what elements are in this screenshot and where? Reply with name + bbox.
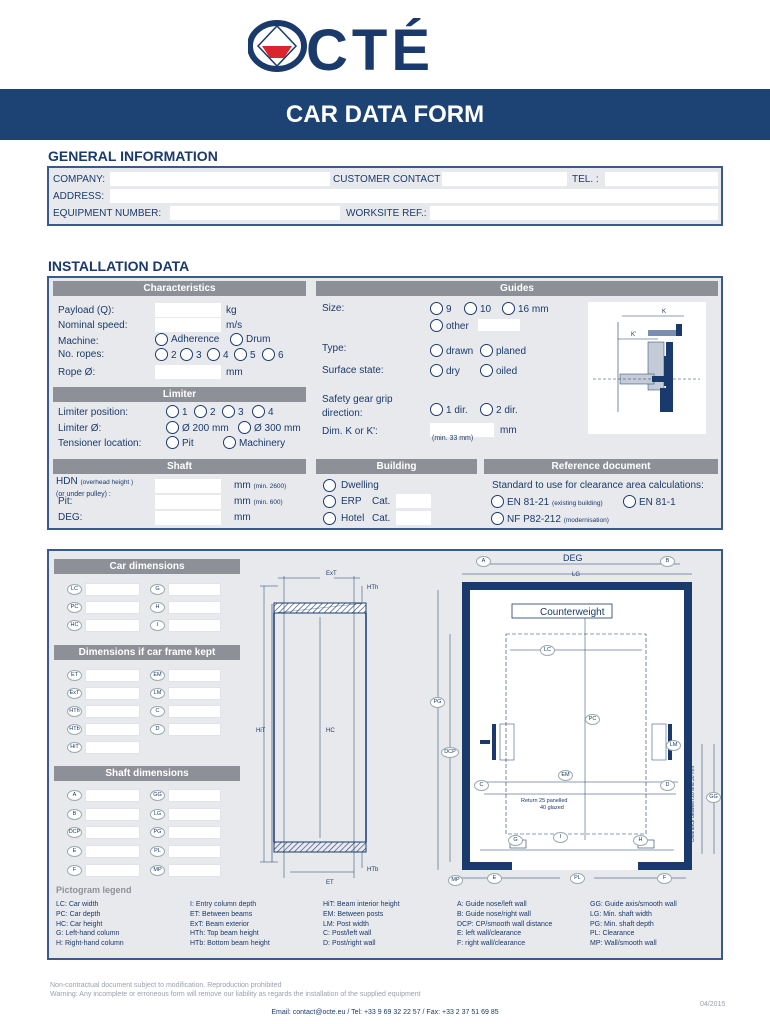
code-lc: LC xyxy=(67,584,82,595)
grip-1dir-radio[interactable] xyxy=(430,403,443,416)
code-pc: PC xyxy=(67,602,82,613)
limiter-200-label: Ø 200 mm xyxy=(182,423,229,434)
legend-item: PL: Clearance xyxy=(590,930,635,938)
shaft-header: Shaft xyxy=(53,459,306,474)
diagram-clearance-1: Clearance between 20 and xyxy=(690,782,697,843)
legend-item: PC: Car depth xyxy=(56,910,101,918)
h-field[interactable] xyxy=(168,601,221,614)
lm-field[interactable] xyxy=(168,687,221,700)
payload-label: Payload (Q): xyxy=(58,305,115,316)
logo xyxy=(248,16,548,78)
hdn-unit xyxy=(234,480,286,493)
legend-item: D: Post/right wall xyxy=(323,940,376,948)
limiter-300-radio[interactable] xyxy=(238,421,251,434)
diagram-hit: HiT xyxy=(256,728,266,734)
contact-label: CUSTOMER CONTACT xyxy=(333,174,441,185)
diagram-em: EM xyxy=(558,770,573,781)
cardim-header: Car dimensions xyxy=(54,559,240,574)
rope-label: Rope Ø: xyxy=(58,367,96,378)
surface-dry-radio[interactable] xyxy=(430,364,443,377)
car-frame-diagram xyxy=(250,562,390,892)
diagram-return2: 40 glazed xyxy=(540,805,564,811)
limiter-header: Limiter xyxy=(53,387,306,402)
limiter-pos-1-radio[interactable] xyxy=(166,405,179,418)
diagram-a: A xyxy=(476,556,491,567)
drum-label: Drum xyxy=(246,334,271,345)
code-lm: LM xyxy=(150,688,165,699)
legend-item: LM: Post width xyxy=(323,920,369,928)
limiter-pos-4-radio[interactable] xyxy=(252,405,265,418)
hth-field[interactable] xyxy=(85,705,140,718)
characteristics-header: Characteristics xyxy=(53,281,306,296)
code-et: ET xyxy=(67,670,82,681)
tensioner-pit-radio[interactable] xyxy=(166,436,179,449)
code-f: F xyxy=(67,865,82,876)
nf-note: (modernisation) xyxy=(563,517,609,524)
lg-field[interactable] xyxy=(168,808,221,821)
hc-field[interactable] xyxy=(85,619,140,632)
shaftdim-header: Shaft dimensions xyxy=(54,766,240,781)
pit-label: Pit: xyxy=(58,496,73,507)
legend-item: PG: Min. shaft depth xyxy=(590,920,654,928)
en811-radio[interactable] xyxy=(623,495,636,508)
legend-item: GG: Guide axis/smooth wall xyxy=(590,901,677,908)
diagram-et: ET xyxy=(326,880,334,886)
diagram-htb: HTb xyxy=(367,867,379,873)
hdn-note: (overhead height ) xyxy=(80,479,134,486)
code-i: I xyxy=(150,620,165,631)
limiter-300-label: Ø 300 mm xyxy=(254,423,301,434)
payload-field[interactable] xyxy=(155,303,221,317)
code-dcp: DCP xyxy=(67,827,82,838)
size-16-radio[interactable] xyxy=(502,302,515,315)
limiter-pos-1-label: 1 xyxy=(182,407,188,418)
limiter-pos-3-label: 3 xyxy=(238,407,244,418)
legend-item: I: Entry column depth xyxy=(190,901,257,908)
nf-text: NF P82-212 xyxy=(507,514,561,525)
code-hth: HTh xyxy=(67,706,82,717)
hdn-label xyxy=(56,476,133,489)
rope-field[interactable] xyxy=(155,365,221,379)
install-heading: INSTALLATION DATA xyxy=(48,258,190,274)
hotel-label: Hotel xyxy=(341,513,365,524)
code-g: G xyxy=(150,584,165,595)
footer-note1: Non-contractual document subject to modification. Reproduction prohibited xyxy=(50,982,282,989)
ropes-6-radio[interactable] xyxy=(262,348,275,361)
nf-label xyxy=(507,514,609,527)
diagram-g: G xyxy=(508,835,523,846)
diagram-d: D xyxy=(660,780,675,791)
tensioner-label: Tensioner location: xyxy=(58,438,142,449)
rope-unit: mm xyxy=(226,367,243,378)
diagram-clearance xyxy=(689,766,697,842)
general-heading: GENERAL INFORMATION xyxy=(48,148,218,164)
hotel-cat-label: Cat. xyxy=(372,513,391,524)
diagram-dcp: DCP xyxy=(441,747,459,758)
hdn-text: HDN xyxy=(56,476,78,487)
legend-item: B: Guide nose/right wall xyxy=(457,910,531,918)
legend-item: DCP: CP/smooth wall distance xyxy=(457,920,553,928)
diagram-lm: LM xyxy=(666,740,681,751)
deg-field[interactable] xyxy=(155,511,221,525)
d-field[interactable] xyxy=(168,723,221,736)
limiter-pos-2-radio[interactable] xyxy=(194,405,207,418)
code-pg: PG xyxy=(150,827,165,838)
pc-field[interactable] xyxy=(85,601,140,614)
limiter-dia-label: Limiter Ø: xyxy=(58,423,102,434)
legend-item: C: Post/left wall xyxy=(323,930,372,938)
code-pl: PL xyxy=(150,846,165,857)
code-hit: HiT xyxy=(67,742,82,753)
hotel-radio[interactable] xyxy=(323,512,336,525)
type-drawn-radio[interactable] xyxy=(430,344,443,357)
pit-unit xyxy=(234,496,283,509)
dwelling-radio[interactable] xyxy=(323,479,336,492)
footer-contact[interactable]: Email: contact@octe.eu / Tel: +33 9 69 32 22 57 / Fax: +33 2 37 51 69 85 xyxy=(271,1009,499,1016)
tel-label: TEL. : xyxy=(572,174,599,185)
pg-field[interactable] xyxy=(168,826,221,839)
limiter-200-radio[interactable] xyxy=(166,421,179,434)
legend-item: G: Left-hand column xyxy=(56,930,120,938)
hdn-note2: (or under pulley) : xyxy=(56,491,111,498)
refdoc-header: Reference document xyxy=(484,459,718,474)
building-header: Building xyxy=(316,459,477,474)
legend-item: LC: Car width xyxy=(56,901,99,908)
equipment-field[interactable] xyxy=(170,206,340,220)
size-10-label: 10 xyxy=(480,304,492,315)
speed-label: Nominal speed: xyxy=(58,320,128,331)
diagram-hc: HC xyxy=(326,728,335,734)
equipment-label: EQUIPMENT NUMBER: xyxy=(53,208,162,219)
i-field[interactable] xyxy=(168,619,221,632)
erp-cat-label: Cat. xyxy=(372,496,391,507)
code-a: A xyxy=(67,790,82,801)
surface-dry-label: dry xyxy=(446,366,460,377)
ropes-4-radio[interactable] xyxy=(207,348,220,361)
legend-item: LG: Min. shaft width xyxy=(590,910,652,918)
lc-field[interactable] xyxy=(85,583,140,596)
size-other-field[interactable] xyxy=(478,319,520,331)
limiter-position-label: Limiter position: xyxy=(58,407,129,418)
erp-cat-field[interactable] xyxy=(396,494,431,508)
dimk-min: (min. 33 mm) xyxy=(432,435,474,442)
diagram-lg: LG xyxy=(572,572,581,578)
diagram-pl: PL xyxy=(570,873,585,884)
grip-label2: direction: xyxy=(322,408,363,419)
legend-title: Pictogram legend xyxy=(56,885,132,895)
legend-item: HTh: Top beam height xyxy=(190,930,259,938)
code-lg: LG xyxy=(150,809,165,820)
code-mp: MP xyxy=(150,865,165,876)
ext-field[interactable] xyxy=(85,687,140,700)
surface-oiled-label: oiled xyxy=(496,366,518,377)
dimk-unit: mm xyxy=(500,425,517,436)
c-field[interactable] xyxy=(168,705,221,718)
et-field[interactable] xyxy=(85,669,140,682)
guide-k-label: K xyxy=(662,309,667,315)
diagram-mp: MP xyxy=(448,875,463,886)
worksite-field[interactable] xyxy=(430,206,718,220)
type-planed-label: planed xyxy=(496,346,527,357)
guides-header: Guides xyxy=(316,281,718,296)
dcp-field[interactable] xyxy=(85,826,140,839)
em-field[interactable] xyxy=(168,669,221,682)
erp-radio[interactable] xyxy=(323,495,336,508)
adherence-radio[interactable] xyxy=(155,333,168,346)
code-d: D xyxy=(150,724,165,735)
address-field[interactable] xyxy=(110,189,718,203)
code-em: EM xyxy=(150,670,165,681)
company-field[interactable] xyxy=(110,172,330,186)
diagram-cw: Counterweight xyxy=(540,607,605,618)
footer-note2: Warning: Any incomplete or erroneous form will remove our liability as regards the installation of the supplied equipment xyxy=(50,991,421,998)
type-planed-radio[interactable] xyxy=(480,344,493,357)
dwelling-label: Dwelling xyxy=(341,480,379,491)
legend-item: F: right wall/clearance xyxy=(457,940,526,948)
diagram-clearance-2: 30 mm xyxy=(690,765,697,782)
ropes-label: No. ropes: xyxy=(58,349,105,360)
grip-2dir-label: 2 dir. xyxy=(496,405,518,416)
code-hc: HC xyxy=(67,620,82,631)
drum-radio[interactable] xyxy=(230,333,243,346)
hdn-min: (min. 2600) xyxy=(253,483,287,490)
diagram-hth: HTh xyxy=(367,585,379,591)
tensioner-pit-label: Pit xyxy=(182,438,194,449)
refdoc-std: Standard to use for clearance area calculations: xyxy=(492,480,704,491)
legend-item: ExT: Beam exterior xyxy=(190,920,250,928)
f-field[interactable] xyxy=(85,864,140,877)
diagram-e: E xyxy=(487,873,502,884)
legend-col1 xyxy=(56,900,124,949)
legend-item: ET: Between beams xyxy=(190,910,253,918)
grip-1dir-label: 1 dir. xyxy=(446,405,468,416)
size-other-label: other xyxy=(446,321,469,332)
ropes-6-label: 6 xyxy=(278,350,284,361)
code-htb: HTb xyxy=(67,724,82,735)
svg-text:CTÉ: CTÉ xyxy=(306,18,434,78)
grip-label: Safety gear grip xyxy=(322,394,393,405)
type-label: Type: xyxy=(322,343,347,354)
code-ext: ExT xyxy=(67,688,82,699)
code-b: B xyxy=(67,809,82,820)
hdn-field[interactable] xyxy=(155,479,221,493)
a-field[interactable] xyxy=(85,789,140,802)
en8121-radio[interactable] xyxy=(491,495,504,508)
surface-oiled-radio[interactable] xyxy=(480,364,493,377)
type-drawn-label: drawn xyxy=(446,346,474,357)
hotel-cat-field[interactable] xyxy=(396,511,431,525)
legend-item: EM: Between posts xyxy=(323,910,384,918)
code-e: E xyxy=(67,846,82,857)
address-label: ADDRESS: xyxy=(53,191,105,202)
htb-field[interactable] xyxy=(85,723,140,736)
legend-item: A: Guide nose/left wall xyxy=(457,901,527,908)
legend-col5 xyxy=(590,900,677,949)
company-label: COMPANY: xyxy=(53,174,106,185)
erp-label: ERP xyxy=(341,496,362,507)
ropes-2-label: 2 xyxy=(171,350,177,361)
ropes-3-label: 3 xyxy=(196,350,202,361)
adherence-label: Adherence xyxy=(171,334,220,345)
en8121-label xyxy=(507,497,603,510)
ropes-5-radio[interactable] xyxy=(234,348,247,361)
speed-field[interactable] xyxy=(155,318,221,332)
code-gg: GG xyxy=(150,790,165,801)
size-other-radio[interactable] xyxy=(430,319,443,332)
legend-item: E: left wall/clearance xyxy=(457,930,522,938)
page-title: CAR DATA FORM xyxy=(285,101,485,128)
limiter-pos-3-radio[interactable] xyxy=(222,405,235,418)
ropes-3-radio[interactable] xyxy=(180,348,193,361)
payload-unit: kg xyxy=(226,305,237,316)
e-field[interactable] xyxy=(85,845,140,858)
mp-field[interactable] xyxy=(168,864,221,877)
hit-field[interactable] xyxy=(85,741,140,754)
legend-item: HC: Car height xyxy=(56,920,103,928)
framedim-header: Dimensions if car frame kept xyxy=(54,645,240,660)
diagram-ext: ExT xyxy=(326,571,337,577)
size-9-label: 9 xyxy=(446,304,452,315)
code-c: C xyxy=(150,706,165,717)
hdn-unit-text: mm xyxy=(234,480,251,491)
surface-label: Surface state: xyxy=(322,365,384,376)
shaft-plan-diagram xyxy=(420,554,720,892)
contact-field[interactable] xyxy=(442,172,567,186)
ropes-2-radio[interactable] xyxy=(155,348,168,361)
tel-field[interactable] xyxy=(605,172,718,186)
ropes-5-label: 5 xyxy=(250,350,256,361)
dimk-label: Dim. K or K': xyxy=(322,426,378,437)
pit-unit-text: mm xyxy=(234,496,251,507)
worksite-label: WORKSITE REF.: xyxy=(346,208,427,219)
limiter-pos-2-label: 2 xyxy=(210,407,216,418)
guide-diagram xyxy=(588,302,706,434)
diagram-pc: PC xyxy=(585,714,600,725)
diagram-lc: LC xyxy=(540,645,555,656)
en8121-note: (existing building) xyxy=(552,500,603,507)
nf-radio[interactable] xyxy=(491,512,504,525)
deg-label: DEG: xyxy=(58,512,83,523)
g-field[interactable] xyxy=(168,583,221,596)
diagram-pg: PG xyxy=(430,697,445,708)
legend-col4 xyxy=(457,900,552,949)
diagram-return: Return 25 panelled xyxy=(521,798,568,804)
legend-item: HiT: Beam interior height xyxy=(323,901,400,908)
en811-label: EN 81-1 xyxy=(639,497,676,508)
diagram-i: I xyxy=(553,832,568,843)
legend-item: HTb: Bottom beam height xyxy=(190,940,270,948)
legend-col2 xyxy=(190,900,270,949)
code-h: H xyxy=(150,602,165,613)
machine-label: Machine: xyxy=(58,336,99,347)
legend-col3 xyxy=(323,900,400,949)
legend-item: H: Right-hand column xyxy=(56,940,124,948)
footer-date: 04/2015 xyxy=(700,1001,726,1008)
size-16-label: 16 mm xyxy=(518,304,549,315)
guide-kprime-label: K' xyxy=(631,332,637,338)
diagram-h: H xyxy=(633,835,648,846)
diagram-gg: GG xyxy=(706,792,721,803)
tensioner-machinery-radio[interactable] xyxy=(223,436,236,449)
pit-min: (min. 600) xyxy=(253,499,283,506)
gg-field[interactable] xyxy=(168,789,221,802)
b-field[interactable] xyxy=(85,808,140,821)
diagram-deg: DEG xyxy=(563,553,583,563)
limiter-pos-4-label: 4 xyxy=(268,407,274,418)
diagram-f: F xyxy=(657,873,672,884)
grip-2dir-radio[interactable] xyxy=(480,403,493,416)
pit-field[interactable] xyxy=(155,495,221,509)
size-10-radio[interactable] xyxy=(464,302,477,315)
ropes-4-label: 4 xyxy=(223,350,229,361)
speed-unit: m/s xyxy=(226,320,243,331)
diagram-c: C xyxy=(474,780,489,791)
en8121-text: EN 81-21 xyxy=(507,497,550,508)
pl-field[interactable] xyxy=(168,845,221,858)
tensioner-machinery-label: Machinery xyxy=(239,438,286,449)
size-9-radio[interactable] xyxy=(430,302,443,315)
deg-unit: mm xyxy=(234,512,251,523)
diagram-b: B xyxy=(660,556,675,567)
legend-item: MP: Wall/smooth wall xyxy=(590,940,657,948)
size-label: Size: xyxy=(322,303,345,314)
